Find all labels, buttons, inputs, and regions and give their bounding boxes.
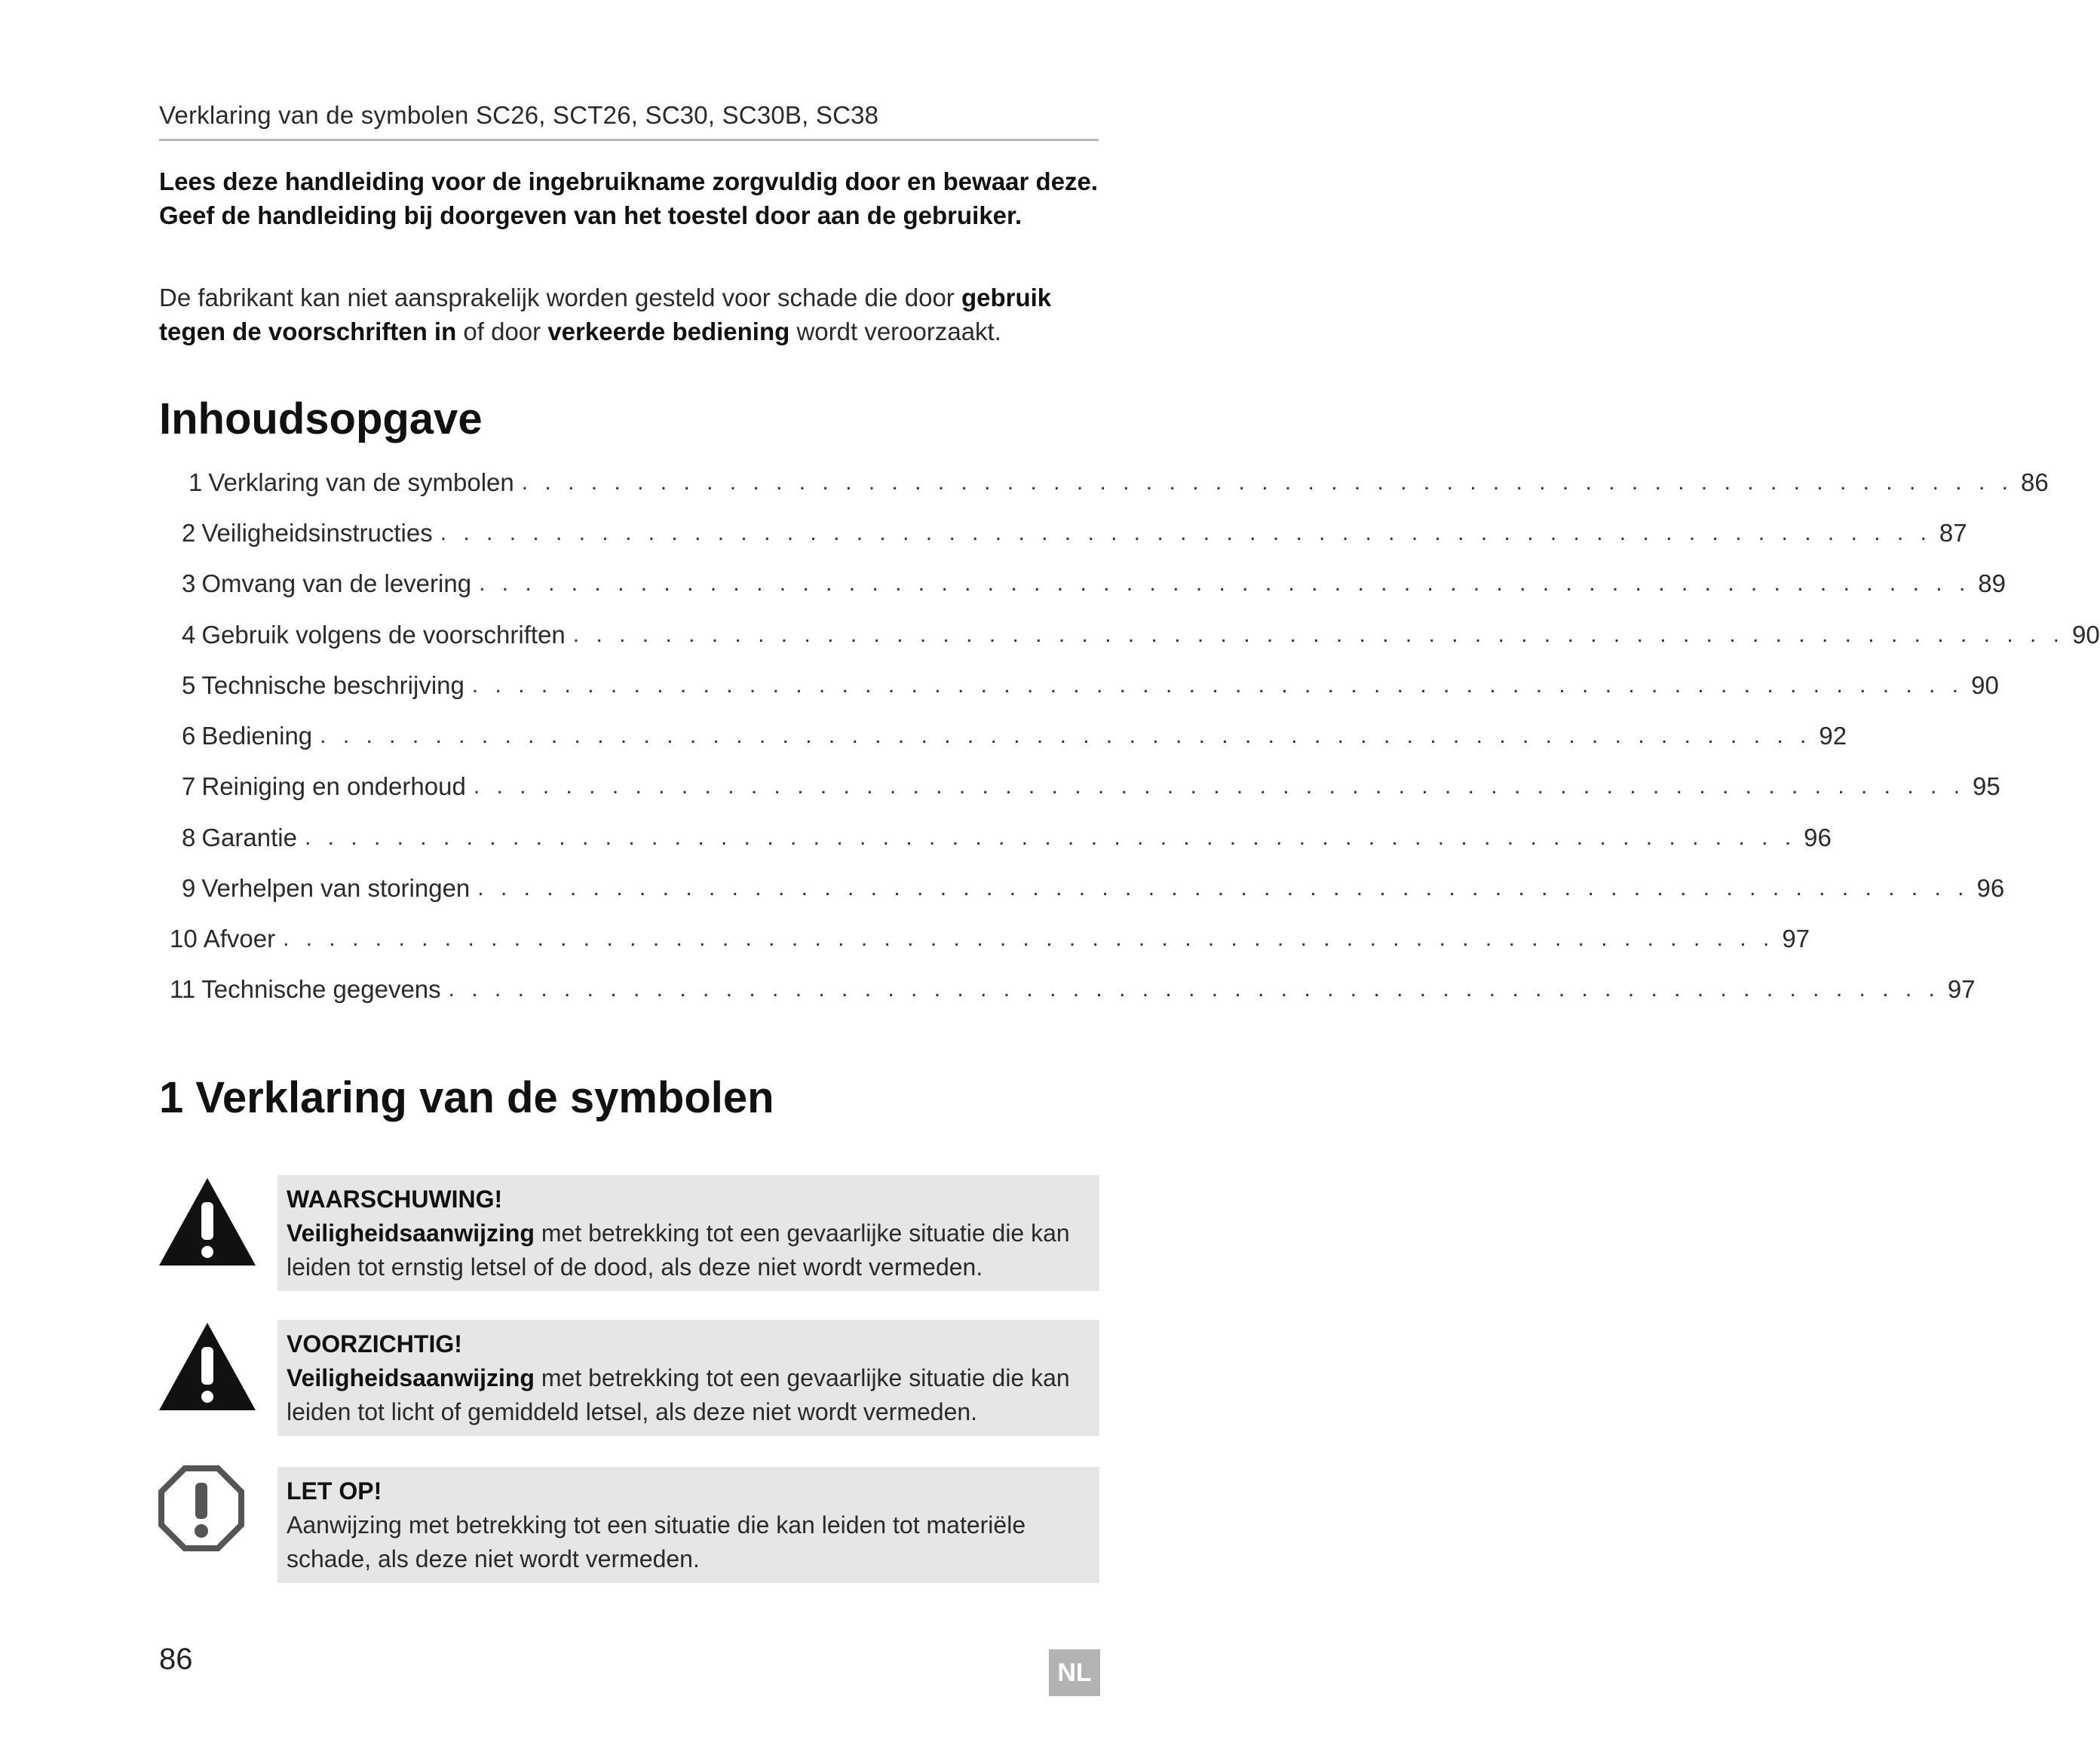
toc-entry-page: 90	[2072, 621, 2100, 649]
page-number: 86	[159, 1643, 193, 1676]
toc-entry-page: 97	[1947, 975, 1976, 1003]
running-header: Verklaring van de symbolen SC26, SCT26, SC30, SC30B, SC38	[159, 101, 1099, 141]
toc-entry[interactable]	[189, 466, 2049, 499]
toc-entry-page: 90	[1971, 671, 1999, 699]
toc-entry-page: 96	[1976, 874, 2005, 902]
notice-title: LET OP!	[287, 1477, 382, 1505]
toc-entry-number: 9	[182, 874, 196, 902]
liability-bold: verkeerde bediening	[547, 318, 790, 345]
toc-entry-label: Omvang van de levering	[201, 569, 472, 597]
liability-text: De fabrikant kan niet aansprakelijk worden gesteld voor schade die door	[159, 284, 961, 311]
toc-leader: . . . . . . . . . . . . . . . . . . . . . . . . . . . . . . . . . . . . . . . . . . . . . . . . . . . . . . . . . . . . . . . . .	[304, 825, 1797, 850]
notice-title: WAARSCHUWING!	[287, 1186, 503, 1213]
toc-entry[interactable]	[170, 973, 1976, 1006]
toc-entry-label: Gebruik volgens de voorschriften	[201, 621, 566, 649]
section-title: 1 Verklaring van de symbolen	[159, 1073, 774, 1122]
toc-leader: . . . . . . . . . . . . . . . . . . . . . . . . . . . . . . . . . . . . . . . . . . . . . . . . . . . . . . . . . . . . . . . . .	[471, 673, 1964, 698]
toc-entry-number: 10	[170, 925, 198, 953]
notice-lead: Veiligheidsaanwijzing	[287, 1219, 535, 1247]
intro-bold-notice: Lees deze handleiding voor de ingebruikname zorgvuldig door en bewaar deze. Geef de handleiding bij doorgeven van het toestel door aan de gebruiker.	[159, 167, 1099, 229]
toc-entry[interactable]	[182, 618, 2100, 652]
toc-entry-number: 4	[182, 621, 196, 649]
notice-notice	[277, 1467, 1099, 1583]
toc-entry-page: 96	[1804, 824, 1832, 851]
toc-entry-number: 2	[182, 519, 196, 547]
toc-entry-label: Afvoer	[203, 925, 276, 953]
toc-entry-label: Bediening	[201, 722, 313, 750]
octagon-exclamation-icon	[158, 1465, 245, 1552]
toc-entry-page: 86	[2020, 468, 2049, 496]
toc-leader: . . . . . . . . . . . . . . . . . . . . . . . . . . . . . . . . . . . . . . . . . . . . . . . . . . . . . . . . . . . . . . . . .	[479, 571, 1971, 596]
liability-text: wordt veroorzaakt.	[789, 318, 1001, 345]
toc-leader: . . . . . . . . . . . . . . . . . . . . . . . . . . . . . . . . . . . . . . . . . . . . . . . . . . . . . . . . . . . . . . . . .	[320, 723, 1812, 748]
toc-entry-number: 1	[189, 468, 203, 496]
toc-leader: . . . . . . . . . . . . . . . . . . . . . . . . . . . . . . . . . . . . . . . . . . . . . . . . . . . . . . . . . . . . . . . . .	[521, 470, 2013, 495]
notice-title: VOORZICHTIG!	[287, 1330, 462, 1358]
toc-entry-page: 92	[1819, 722, 1847, 750]
liability-text: of door	[456, 318, 548, 345]
toc-entry-number: 6	[182, 722, 196, 750]
toc-entry-label: Verklaring van de symbolen	[208, 468, 514, 496]
toc-entry[interactable]	[182, 872, 2005, 905]
toc-leader: . . . . . . . . . . . . . . . . . . . . . . . . . . . . . . . . . . . . . . . . . . . . . . . . . . . . . . . . . . . . . . . . .	[572, 622, 2065, 647]
warning-triangle-icon	[158, 1321, 257, 1413]
notice-text: met betrekking tot een gevaarlijke situatie die kan leiden tot licht of gemiddeld letsel, als deze niet wordt vermeden.	[287, 1364, 1070, 1425]
toc-leader: . . . . . . . . . . . . . . . . . . . . . . . . . . . . . . . . . . . . . . . . . . . . . . . . . . . . . . . . . . . . . . . . .	[448, 977, 1940, 1002]
toc-entry-label: Verhelpen van storingen	[201, 874, 471, 902]
caution-notice	[277, 1320, 1099, 1436]
toc-leader: . . . . . . . . . . . . . . . . . . . . . . . . . . . . . . . . . . . . . . . . . . . . . . . . . . . . . . . . . . . . . . . . .	[283, 926, 1775, 951]
notice-text: Aanwijzing met betrekking tot een situatie die kan leiden tot materiële schade, als deze niet wordt vermeden.	[287, 1511, 1026, 1572]
toc-entry-number: 11	[170, 975, 196, 1003]
toc-entry[interactable]	[170, 922, 1810, 956]
toc-entry-label: Veiligheidsinstructies	[201, 519, 433, 547]
toc-leader: . . . . . . . . . . . . . . . . . . . . . . . . . . . . . . . . . . . . . . . . . . . . . . . . . . . . . . . . . . . . . . . . .	[440, 520, 1932, 545]
toc-leader: . . . . . . . . . . . . . . . . . . . . . . . . . . . . . . . . . . . . . . . . . . . . . . . . . . . . . . . . . . . . . . . . .	[473, 774, 1966, 799]
toc-entry[interactable]	[182, 517, 1967, 550]
notice-lead: Veiligheidsaanwijzing	[287, 1364, 535, 1391]
toc-entry[interactable]	[182, 567, 2006, 600]
toc-entry-page: 97	[1782, 925, 1810, 953]
toc-entry-page: 95	[1973, 772, 2000, 800]
language-badge: NL	[1049, 1649, 1100, 1696]
toc-title: Inhoudsopgave	[159, 394, 483, 443]
toc-entry-number: 8	[182, 824, 196, 851]
toc-leader: . . . . . . . . . . . . . . . . . . . . . . . . . . . . . . . . . . . . . . . . . . . . . . . . . . . . . . . . . . . . . . . . .	[477, 876, 1970, 900]
toc-entry-label: Reiniging en onderhoud	[201, 772, 466, 800]
toc-entry[interactable]	[182, 821, 1832, 854]
toc-entry-label: Technische beschrijving	[201, 671, 464, 699]
warning-notice	[277, 1175, 1099, 1291]
toc-entry[interactable]	[182, 669, 1999, 702]
liability-paragraph	[159, 281, 1102, 348]
notice-text: met betrekking tot een gevaarlijke situatie die kan leiden tot ernstig letsel of de dood, als deze niet wordt vermeden.	[287, 1219, 1070, 1281]
toc-entry[interactable]	[182, 719, 1847, 753]
toc-entry-number: 7	[182, 772, 196, 800]
toc-entry-label: Garantie	[201, 824, 297, 851]
toc-entry-page: 87	[1939, 519, 1967, 547]
warning-triangle-icon	[158, 1177, 257, 1269]
toc-entry-page: 89	[1978, 569, 2006, 597]
toc-entry-label: Technische gegevens	[201, 975, 441, 1003]
liability-bold: gebruik tegen de voorschriften in	[159, 284, 1052, 345]
toc-entry-number: 3	[182, 569, 196, 597]
toc-entry-number: 5	[182, 671, 196, 699]
toc-entry[interactable]	[182, 770, 2000, 803]
